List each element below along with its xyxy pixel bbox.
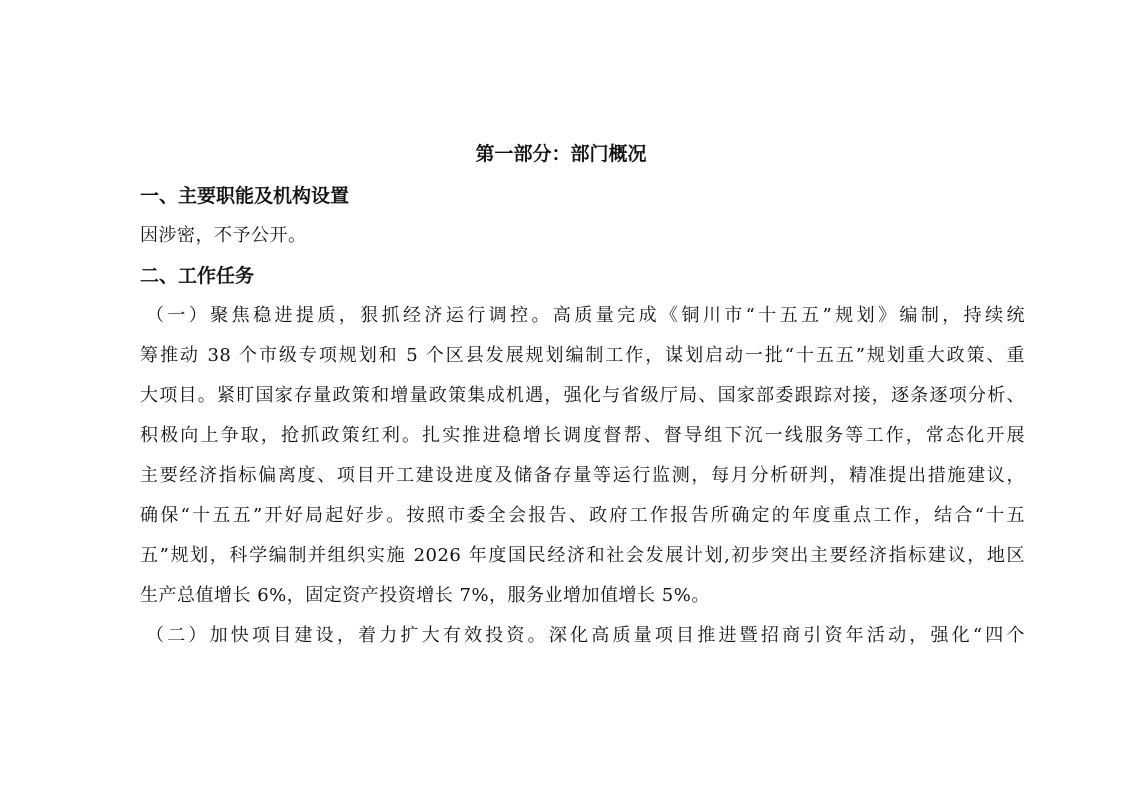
paragraph-line: 五”规划，科学编制并组织实施 2026 年度国民经济和社会发展计划,初步突出主要经济指标建议，地区 [140,545,1025,566]
paragraph-line: 积极向上争取，抢抓政策红利。扎实推进稳增长调度督帮、督导组下沉一线服务等工作，常态化开展 [140,425,1025,446]
paragraph-line: 筹推动 38 个市级专项规划和 5 个区县发展规划编制工作，谋划启动一批“十五五”规划重大政策、重 [140,345,1025,366]
paragraph-line: 确保“十五五”开好局起好步。按照市委全会报告、政府工作报告所确定的年度重点工作，结合“十五 [140,505,1025,526]
paragraph-line: （一）聚焦稳进提质，狠抓经济运行调控。高质量完成《铜川市“十五五”规划》编制，持续统 [146,305,1025,326]
paragraph-line: （二）加快项目建设，着力扩大有效投资。深化高质量项目推进暨招商引资年活动，强化“四个 [146,625,1025,646]
section-heading-functions: 一、主要职能及机构设置 [140,185,350,207]
page-title: 第一部分：部门概况 [475,143,647,165]
section-body-functions: 因涉密，不予公开。 [140,225,307,246]
paragraph-line: 大项目。紧盯国家存量政策和增量政策集成机遇，强化与省级厅局、国家部委跟踪对接，逐条逐项分析、 [140,385,1025,406]
paragraph-line: 主要经济指标偏离度、项目开工建设进度及储备存量等运行监测，每月分析研判，精准提出措施建议， [140,465,1025,486]
section-heading-tasks: 二、工作任务 [140,265,255,287]
paragraph-line: 生产总值增长 6%，固定资产投资增长 7%，服务业增加值增长 5%。 [140,585,710,606]
